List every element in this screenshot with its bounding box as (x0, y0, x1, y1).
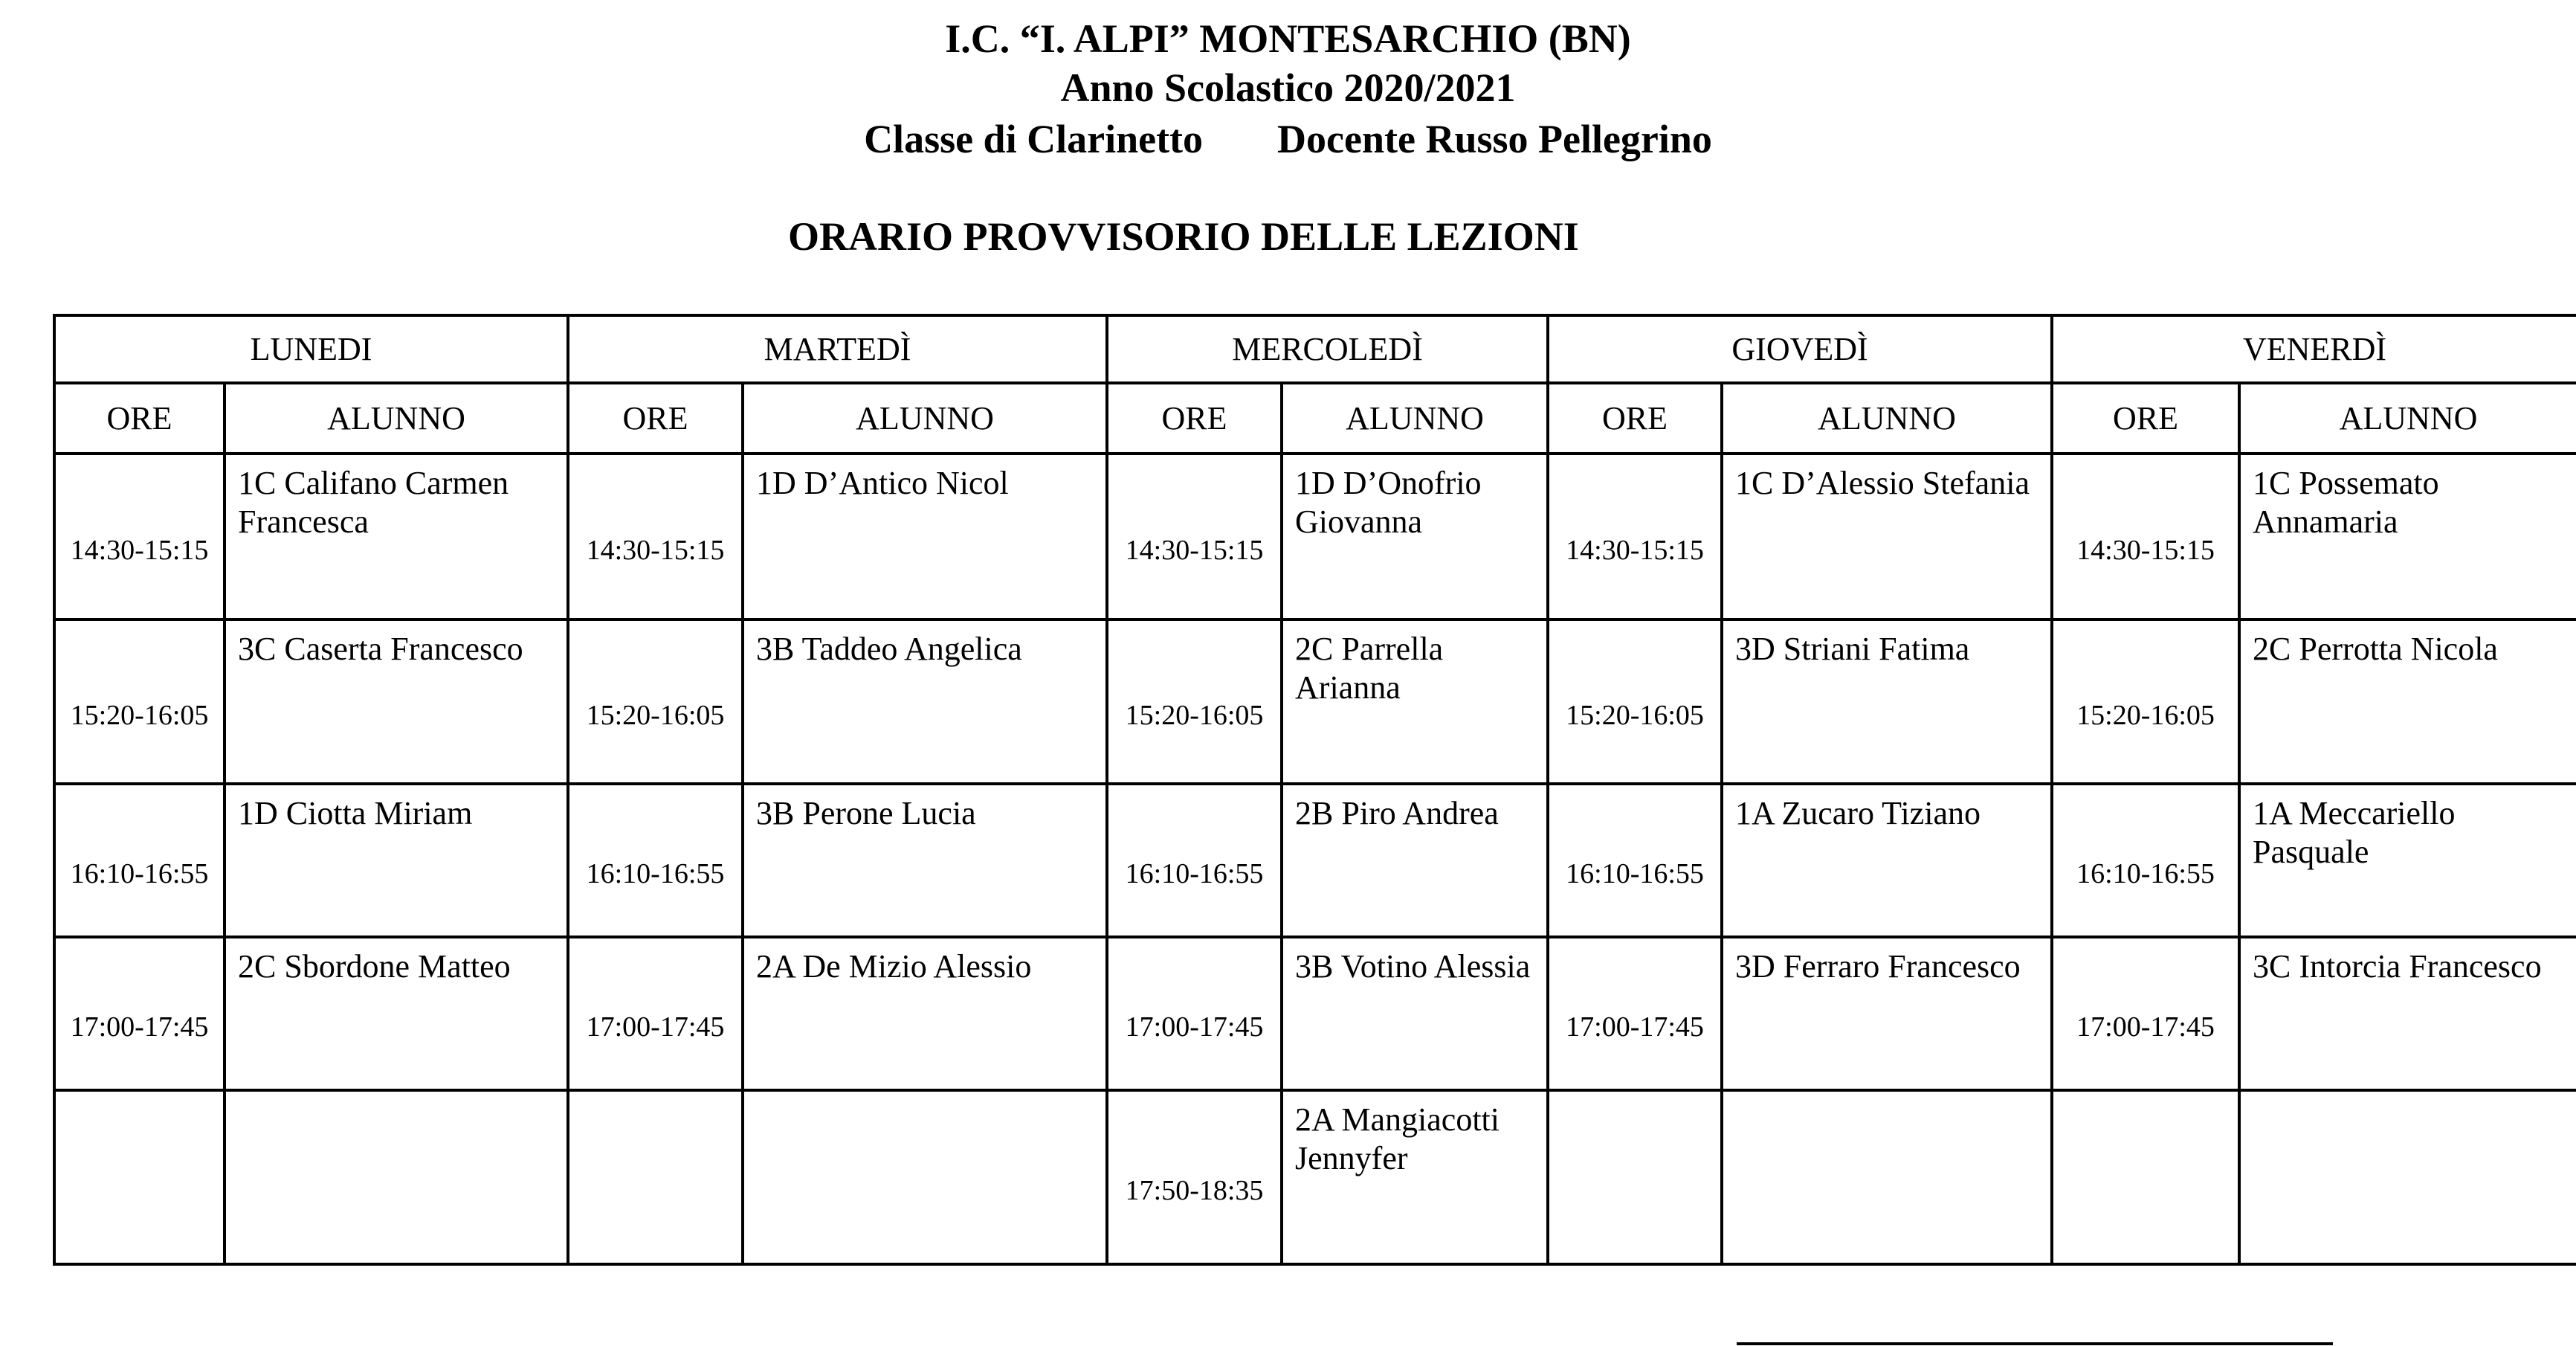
student-name: 3B Perone Lucia (743, 784, 1107, 937)
student-column-header: ALUNNO (1722, 383, 2052, 454)
student-name: 2C Parrella Arianna (1282, 619, 1548, 784)
student-name: 1C D’Alessio Stefania (1722, 454, 2052, 619)
time-column-header: ORE (1107, 383, 1282, 454)
time-column-header: ORE (54, 383, 225, 454)
time-column-header: ORE (568, 383, 743, 454)
lesson-time: 14:30-15:15 (54, 454, 225, 619)
lesson-time: 17:00-17:45 (1107, 937, 1282, 1090)
student-name: 3C Intorcia Francesco (2239, 937, 2576, 1090)
lesson-time: 14:30-15:15 (1107, 454, 1282, 619)
school-year: Anno Scolastico 2020/2021 (1060, 65, 1516, 110)
lesson-time: 17:00-17:45 (54, 937, 225, 1090)
class-name: Classe di Clarinetto (864, 117, 1204, 161)
student-name: 3D Ferraro Francesco (1722, 937, 2052, 1090)
student-name: 1C Possemato Annamaria (2239, 454, 2576, 619)
table-row (54, 619, 2576, 784)
student-name (743, 1090, 1107, 1264)
day-header: GIOVEDÌ (1548, 315, 2052, 383)
day-header: MERCOLEDÌ (1107, 315, 1548, 383)
teacher-name: Docente Russo Pellegrino (1277, 117, 1712, 161)
lesson-time (2052, 1090, 2239, 1264)
student-name: 2A Mangiacotti Jennyfer (1282, 1090, 1548, 1264)
lesson-time: 17:50-18:35 (1107, 1090, 1282, 1264)
lesson-time: 15:20-16:05 (1107, 619, 1282, 784)
schedule-title: ORARIO PROVVISORIO DELLE LEZIONI (788, 214, 1579, 259)
lesson-time (1548, 1090, 1722, 1264)
lesson-time: 16:10-16:55 (2052, 784, 2239, 937)
schedule-table (53, 314, 2576, 1266)
student-column-header: ALUNNO (743, 383, 1107, 454)
student-column-header: ALUNNO (225, 383, 568, 454)
table-row (54, 937, 2576, 1090)
lesson-time (54, 1090, 225, 1264)
student-name: 3D Striani Fatima (1722, 619, 2052, 784)
table-row (54, 1090, 2576, 1264)
student-name: 2A De Mizio Alessio (743, 937, 1107, 1090)
lesson-time: 16:10-16:55 (54, 784, 225, 937)
day-header-row (54, 315, 2576, 383)
lesson-time: 17:00-17:45 (2052, 937, 2239, 1090)
student-name (225, 1090, 568, 1264)
day-header: LUNEDI (54, 315, 568, 383)
lesson-time: 16:10-16:55 (1107, 784, 1282, 937)
student-name: 2B Piro Andrea (1282, 784, 1548, 937)
lesson-time (568, 1090, 743, 1264)
lesson-time: 14:30-15:15 (1548, 454, 1722, 619)
lesson-time: 17:00-17:45 (1548, 937, 1722, 1090)
lesson-time: 15:20-16:05 (1548, 619, 1722, 784)
student-name (2239, 1090, 2576, 1264)
student-name: 2C Perrotta Nicola (2239, 619, 2576, 784)
table-row (54, 454, 2576, 619)
lesson-time: 14:30-15:15 (2052, 454, 2239, 619)
lesson-time: 15:20-16:05 (54, 619, 225, 784)
student-name: 1D D’Onofrio Giovanna (1282, 454, 1548, 619)
time-column-header: ORE (1548, 383, 1722, 454)
lesson-time: 15:20-16:05 (2052, 619, 2239, 784)
student-name: 2C Sbordone Matteo (225, 937, 568, 1090)
school-name: I.C. “I. ALPI” MONTESARCHIO (BN) (945, 16, 1631, 61)
student-name: 1D D’Antico Nicol (743, 454, 1107, 619)
class-teacher-line (0, 117, 2576, 161)
student-name: 1C Califano Carmen Francesca (225, 454, 568, 619)
lesson-time: 16:10-16:55 (568, 784, 743, 937)
student-name: 3B Taddeo Angelica (743, 619, 1107, 784)
student-name: 3B Votino Alessia (1282, 937, 1548, 1090)
signature-line (1737, 1342, 2333, 1345)
student-name: 1A Zucaro Tiziano (1722, 784, 2052, 937)
student-name: 3C Caserta Francesco (225, 619, 568, 784)
time-column-header: ORE (2052, 383, 2239, 454)
student-name: 1D Ciotta Miriam (225, 784, 568, 937)
day-header: MARTEDÌ (568, 315, 1107, 383)
day-header: VENERDÌ (2052, 315, 2576, 383)
student-name (1722, 1090, 2052, 1264)
lesson-time: 15:20-16:05 (568, 619, 743, 784)
lesson-time: 14:30-15:15 (568, 454, 743, 619)
student-name: 1A Meccariello Pasquale (2239, 784, 2576, 937)
column-header-row (54, 383, 2576, 454)
lesson-time: 17:00-17:45 (568, 937, 743, 1090)
table-row (54, 784, 2576, 937)
student-column-header: ALUNNO (1282, 383, 1548, 454)
student-column-header: ALUNNO (2239, 383, 2576, 454)
lesson-time: 16:10-16:55 (1548, 784, 1722, 937)
